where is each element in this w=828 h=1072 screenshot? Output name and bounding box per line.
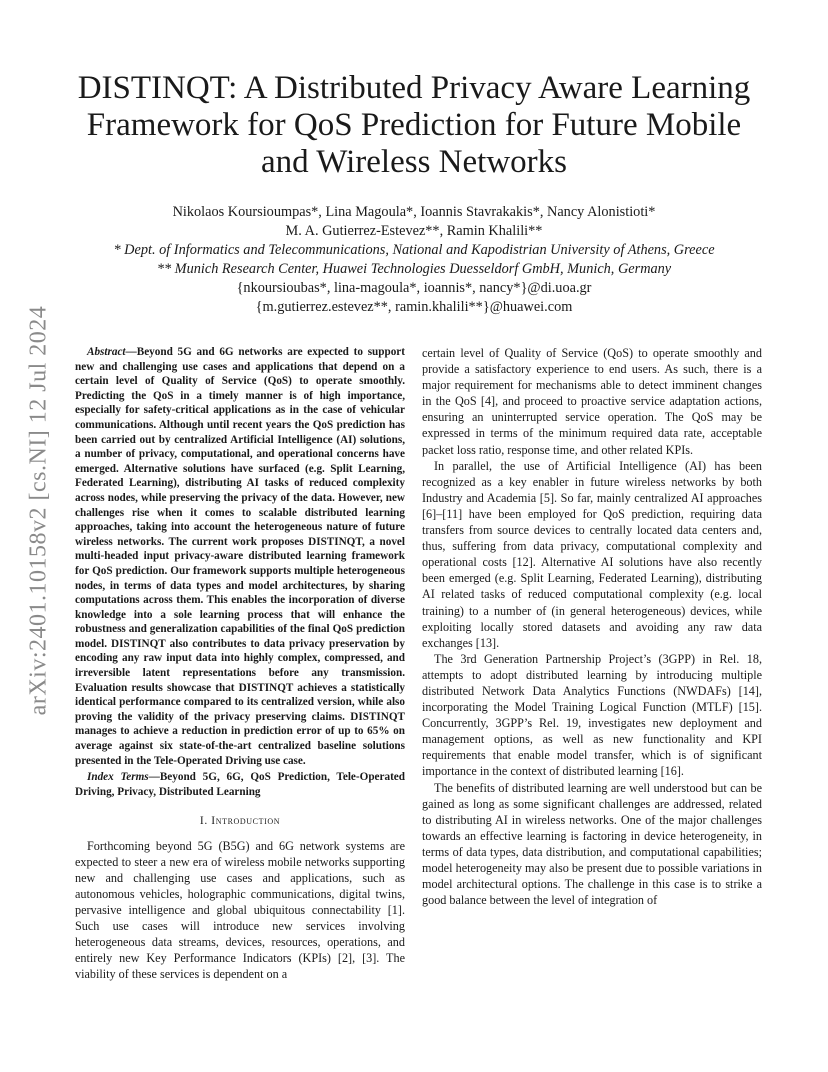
abstract-text: —Beyond 5G and 6G networks are expected to support new and challenging use cases and applications that depend on a certain level of Quality of Service (QoS) to operate smoothly. Predicting the QoS in a timely manner is of high importance, especially for safety-critical applications as in the case of vehicular communications. Although until recent years the QoS prediction has been carried out by centralized Artificial Intelligence (AI) solutions, a number of privacy, computational, and operational concerns have emerged. Alternative solutions have surfaced (e.g. Split Learning, Federated Learning), distributing AI tasks of reduced complexity across nodes, while preserving the privacy of the data. However, new challenges rise when it comes to scalable distributed learning approaches, taking into account the heterogeneous nature of future wireless networks. The current work proposes DISTINQT, a novel multi-headed input privacy-aware distributed learning framework for QoS prediction. Our framework supports multiple heterogeneous nodes, in terms of data types and model architectures, by sharing computations across them. This enables the incorporation of diverse knowledge into a sole learning process that will enhance the robustness and generalization capabilities of the final QoS prediction model. DISTINQT also contributes to data privacy preservation by encoding any raw input data into highly complex, compressed, and irreversible latent representations before any transmission. Evaluation results showcase that DISTINQT achieves a statistically identical performance compared to its centralized version, while also proving the validity of the privacy preserving claims. DISTINQT manages to achieve a reduction in prediction error of up to 65% on average against six state-of-the-art centralized baseline solutions presented in the Tele-Operated Driving use case. (75, 346, 405, 767)
affiliation-2: ** Munich Research Center, Huawei Technologies Duesseldorf GmbH, Munich, Germany (156, 261, 672, 277)
index-terms-label: Index Terms (87, 771, 149, 784)
paper-title: DISTINQT: A Distributed Privacy Aware Learning Framework for QoS Prediction for Future Mobile and Wireless Networks (77, 70, 751, 180)
left-column (75, 345, 405, 982)
author-block (70, 203, 758, 317)
email-line-1: {nkoursioubas*, lina-magoula*, ioannis*, nancy*}@di.uoa.gr (236, 280, 592, 296)
body-paragraph: In parallel, the use of Artificial Intelligence (AI) has been recognized as a key enabler in future wireless networks by both Industry and Academia [5]. So far, mainly centralized AI approaches [6]–[11] have been employed for QoS prediction, requiring data transfers from source devices to centrally located data centers and, thus, suffering from data privacy, computational complexity and operational costs [12]. Alternative AI solutions have also recently been emerged (e.g. Split Learning, Federated Learning), distributing AI related tasks of reduced computational complexity (e.g. local training) to a number of (in general heterogeneous) devices, while exploiting locally stored datasets and avoiding any raw data exchanges [13]. (422, 458, 762, 650)
intro-paragraph-1: Forthcoming beyond 5G (B5G) and 6G network systems are expected to steer a new era of wireless mobile networks supporting new and challenging use cases and applications, such as autonomous vehicles, holographic communications, digital twins, pervasive intelligence and global ubiquitous connectability [1]. Such use cases will introduce new services involving heterogeneous data streams, devices, resources, operations, and entirely new Key Performance Indicators (KPIs) [2], [3]. The viability of these services is dependent on a (75, 838, 405, 982)
right-column (422, 345, 762, 908)
index-terms (75, 770, 405, 799)
author-line-1: Nikolaos Koursioumpas*, Lina Magoula*, Ioannis Stavrakakis*, Nancy Alonistioti* (172, 204, 656, 220)
email-line-2: {m.gutierrez.estevez**, ramin.khalili**}@huawei.com (255, 299, 573, 315)
author-line-2: M. A. Gutierrez-Estevez**, Ramin Khalili** (285, 223, 543, 239)
arxiv-identifier: arXiv:2401.10158v2 [cs.NI] 12 Jul 2024 (25, 305, 52, 715)
index-terms-text: —Beyond 5G, 6G, QoS Prediction, Tele-Operated Driving, Privacy, Distributed Learning (75, 771, 405, 798)
body-paragraph: The 3rd Generation Partnership Project’s (3GPP) in Rel. 18, attempts to adopt distributed learning by introducing multiple distributed Network Data Analytics Functions (NWDAFs) [14], incorporating the Model Training Logical Function (MTLF) [15]. Concurrently, 3GPP’s Rel. 19, investigates new deployment and management options, as well as new functionality and KPI requirements that enable model transfer, which is of significant importance in the context of distributed learning [16]. (422, 651, 762, 779)
abstract (75, 345, 405, 768)
abstract-label: Abstract (87, 346, 126, 358)
section-heading-introduction: I. Introduction (199, 815, 281, 828)
affiliation-1: * Dept. of Informatics and Telecommunications, National and Kapodistrian University of Athens, Greece (113, 242, 715, 258)
arxiv-side-stamp (22, 305, 56, 715)
body-paragraph: The benefits of distributed learning are well understood but can be gained as long as some significant challenges are addressed, related to distributing AI in wireless networks. One of the major challenges towards an effective learning is factoring in device heterogeneity, in terms of data types, data distribution, and computational capabilities; model heterogeneity may also be present due to possible variations in model architectural options. The challenge in this case is to strike a good balance between the level of integration of (422, 780, 762, 908)
body-paragraph: certain level of Quality of Service (QoS) to operate smoothly and provide a satisfactory experience to end users. As such, there is a major requirement for mechanisms able to detect imminent changes in the QoS [4], and proceed to proactive service adaptation actions, ensuring an uninterrupted service operation. The QoS may be expressed in terms of the minimum required data rate, acceptable packet loss ratio, response time, and other related KPIs. (422, 346, 762, 457)
